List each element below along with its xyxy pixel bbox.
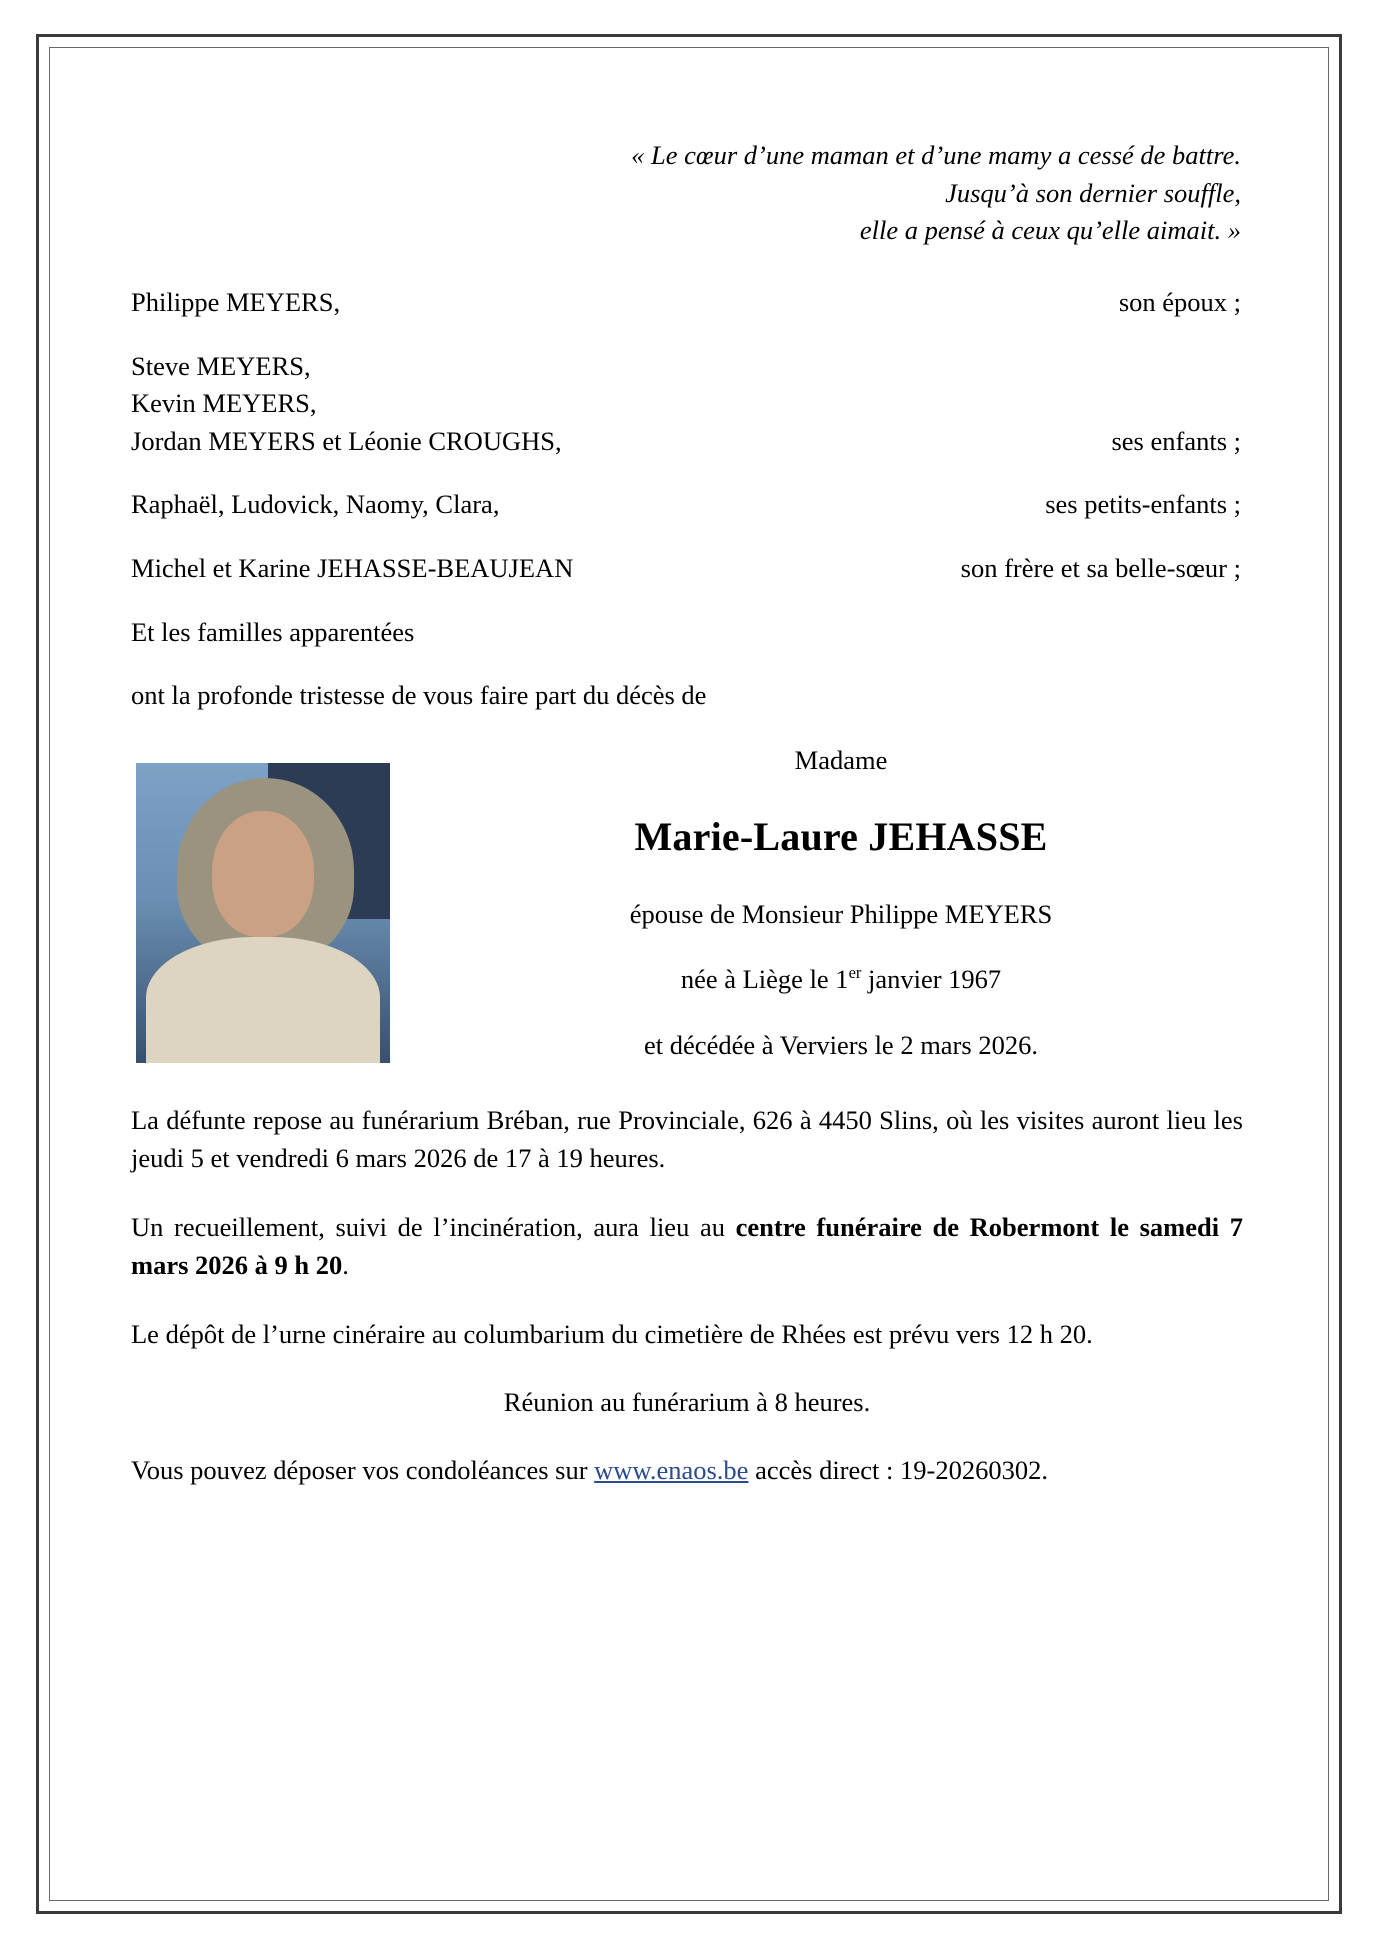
child-name-3: Jordan MEYERS et Léonie CROUGHS, <box>131 425 562 456</box>
birth-suffix: janvier 1967 <box>861 964 1002 995</box>
birth-suffix-ordinal: er <box>848 963 862 983</box>
ceremony-paragraph <box>131 1208 1251 1285</box>
ceremony-bold: centre funéraire de Robermont le samedi 7 mars 2026 à 9 h 20 <box>131 1211 1244 1281</box>
enaos-link[interactable]: www.enaos.be <box>594 1455 749 1486</box>
notice-content <box>131 137 1251 1490</box>
family-sibling <box>131 550 1251 588</box>
condolences-paragraph <box>131 1451 1251 1489</box>
deceased-title: Madame <box>794 744 888 775</box>
family-spouse <box>131 284 1251 322</box>
sibling-names: Michel et Karine JEHASSE-BEAUJEAN <box>131 553 574 583</box>
grandchildren-relation: ses petits-enfants ; <box>1045 489 1241 520</box>
ceremony-suffix: . <box>342 1250 349 1281</box>
portrait-photo <box>136 763 390 1063</box>
quote-line-3: elle a pensé à ceux qu’elle aimait. » <box>859 215 1241 246</box>
family-grandchildren <box>131 486 1251 524</box>
condolences-prefix: Vous pouvez déposer vos condoléances sur <box>131 1455 595 1486</box>
meeting-paragraph: Réunion au funérarium à 8 heures. <box>503 1386 871 1417</box>
quote-line-2: Jusqu’à son dernier souffle, <box>945 177 1241 208</box>
outer-border <box>36 34 1342 1914</box>
grandchildren-names: Raphaël, Ludovick, Naomy, Clara, <box>131 489 500 520</box>
urn-paragraph: Le dépôt de l’urne cinéraire au columbarium du cimetière de Rhées est prévu vers 12 h 20. <box>131 1318 1093 1349</box>
announcement-line: ont la profonde tristesse de vous faire part du décès de <box>131 680 707 711</box>
quote-line-1: « Le cœur d’une maman et d’une mamy a cessé de battre. <box>631 140 1241 170</box>
child-name-2: Kevin MEYERS, <box>131 388 317 419</box>
other-families: Et les familles apparentées <box>131 616 415 647</box>
children-names <box>131 348 562 461</box>
ceremony-prefix: Un recueillement, suivi de l’incinération, aura lieu au <box>131 1211 736 1242</box>
birth-prefix: née à Liège le 1 <box>680 964 849 995</box>
children-relation: ses enfants ; <box>1111 425 1241 456</box>
child-name-1: Steve MEYERS, <box>131 350 311 381</box>
spouse-name: Philippe MEYERS, <box>131 286 341 317</box>
memorial-quote <box>131 137 1251 250</box>
family-children <box>131 348 1251 461</box>
sibling-relation: son frère et sa belle-sœur ; <box>960 553 1241 583</box>
deceased-section <box>131 741 1251 1071</box>
condolences-suffix: accès direct : 19-20260302. <box>748 1455 1048 1486</box>
deceased-spouse-of: épouse de Monsieur Philippe MEYERS <box>629 898 1053 929</box>
deceased-death: et décédée à Verviers le 2 mars 2026. <box>644 1030 1038 1061</box>
deceased-info <box>431 741 1251 1066</box>
deceased-birth <box>431 960 1251 1000</box>
deceased-name: Marie-Laure JEHASSE <box>634 813 1048 859</box>
spouse-relation: son époux ; <box>1118 286 1241 317</box>
wake-paragraph: La défunte repose au funérarium Bréban, rue Provinciale, 626 à 4450 Slins, où les visites auront lieu les jeudi 5 et vendredi 6 mars 2026 de 17 à 19 heures. <box>131 1104 1243 1174</box>
